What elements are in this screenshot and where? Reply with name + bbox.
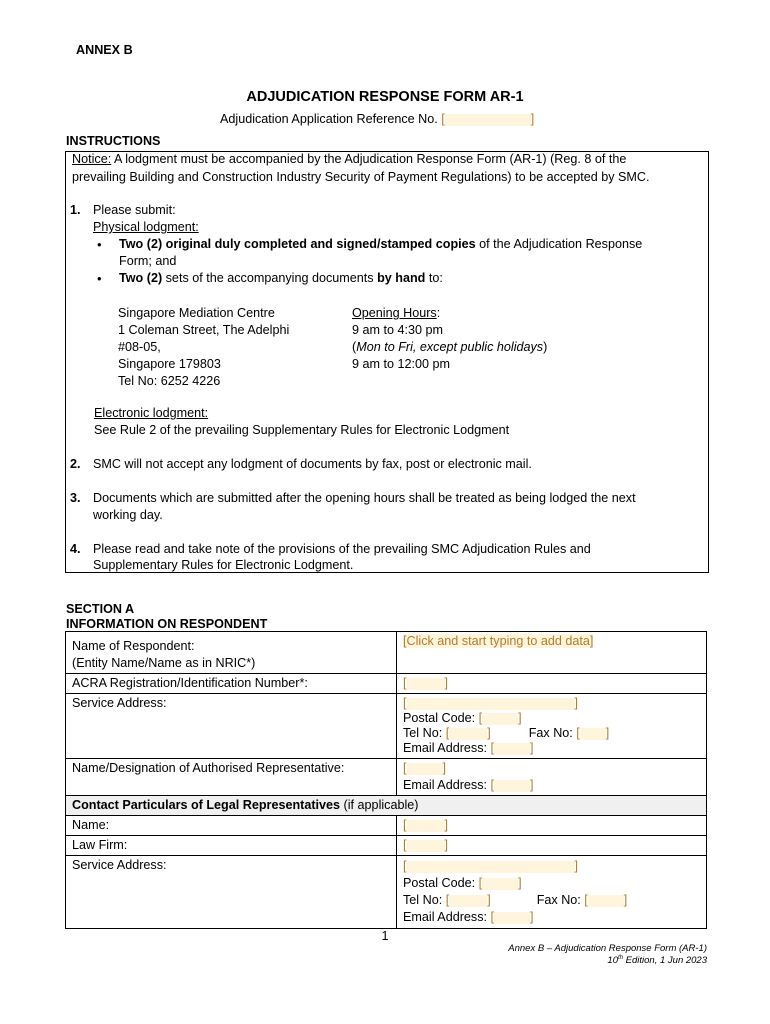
hours-note-open: ( [352,340,357,354]
electronic-lodgment-label: Electronic lodgment: [94,406,209,420]
lr-name-label: Name: [66,816,397,836]
lr-name-input[interactable] [407,820,445,832]
reference-input[interactable] [445,114,531,126]
tel-fax-row [403,726,700,741]
email-row [403,741,700,756]
instructions-heading: INSTRUCTIONS [66,134,161,148]
notice-line-1 [72,152,626,166]
bracket-open: [ [576,726,580,740]
opening-hours-label: Opening Hours [352,306,437,320]
lr-tel-fax-row [403,892,700,909]
reference-label: Adjudication Application Reference No. [220,112,438,126]
address-line: Tel No: 6252 4226 [118,374,221,388]
service-address-label: Service Address: [66,694,397,759]
bracket-open: [ [490,778,494,792]
respondent-name-cell [397,632,707,674]
bracket-open: [ [403,696,407,710]
table-row [66,856,707,929]
authorised-rep-row [403,761,700,776]
bracket-close: ] [530,741,534,755]
respondent-name-input[interactable]: [Click and start typing to add data] [403,634,594,648]
bullet-2-end: to: [425,271,443,285]
bracket-open: [ [403,676,407,690]
item-3-line-1: Documents which are submitted after the opening hours shall be treated as being lodged the next [93,491,636,505]
electronic-lodgment-text: See Rule 2 of the prevailing Supplementary Rules for Electronic Lodgment [94,423,510,437]
bracket-close: ] [442,761,446,775]
table-row [66,632,707,674]
bracket-open: [ [403,859,407,873]
address-line: #08-05, [118,340,161,354]
respondent-name-sublabel: (Entity Name/Name as in NRIC*) [72,656,256,670]
postal-code-row [403,711,700,726]
bracket-open: [ [403,818,407,832]
annex-label: ANNEX B [76,43,133,57]
item-4-line-1: Please read and take note of the provisions of the prevailing SMC Adjudication Rules and [93,542,591,556]
bracket-close: ] [444,676,448,690]
table-row [66,759,707,796]
table-row [66,674,707,694]
bracket-close: ] [487,893,491,907]
hours-note-close: ) [543,340,548,354]
bracket-open: [ [490,741,494,755]
bracket-close: ] [574,696,578,710]
bracket-close: ] [605,726,610,740]
email-input[interactable] [494,743,530,755]
fax-input[interactable] [580,728,606,740]
tel-label: Tel No: [403,893,443,907]
respondent-name-label-cell [66,632,397,674]
service-address-input[interactable] [407,698,575,710]
edition-suffix: th [618,955,624,961]
postal-code-input[interactable] [482,713,518,725]
item-3-number: 3. [70,491,81,505]
bullet-2-mid: sets of the accompanying documents [162,271,378,285]
bracket-close: ] [444,818,448,832]
edition-date: Edition, 1 Jun 2023 [623,955,707,967]
reference-line [220,112,534,126]
lr-postal-code-input[interactable] [482,878,518,890]
table-row [66,816,707,836]
service-address-cell [397,694,707,759]
tel-input[interactable] [449,728,487,740]
service-address-row [403,696,700,711]
item-2-text: SMC will not accept any lodgment of documents by fax, post or electronic mail. [93,457,532,471]
bracket-close: ] [518,876,522,890]
bracket-open: [ [403,761,407,775]
fax-label: Fax No: [536,893,581,907]
smc-address [118,305,289,390]
item-3-line-2: working day. [93,508,163,522]
contact-heading-cell [66,796,707,816]
table-row [66,694,707,759]
respondent-name-label: Name of Respondent: [72,639,195,653]
authorised-rep-email-row [403,778,700,793]
acra-input[interactable] [407,678,445,690]
hours-note-italic: Mon to Fri, except public holidays [356,340,544,354]
authorised-rep-label: Name/Designation of Authorised Representative: [66,759,397,796]
bracket-close: ] [444,838,448,852]
hours-weekday: 9 am to 4:30 pm [352,323,444,337]
respondent-table [65,631,707,929]
law-firm-cell [397,836,707,856]
email-label: Email Address: [403,741,487,755]
law-firm-input[interactable] [407,840,445,852]
bullet-2-bold-1: Two (2) [119,271,163,285]
authorised-rep-cell [397,759,707,796]
bracket-open: [ [478,876,483,890]
edition-number: 10 [607,955,618,967]
email-label: Email Address: [403,778,487,792]
table-row [66,836,707,856]
opening-hours-colon: : [436,306,441,320]
item-1-text: Please submit: [93,203,176,217]
address-line: Singapore 179803 [118,357,221,371]
address-line: 1 Coleman Street, The Adelphi [118,323,290,337]
reference-open: [ [441,112,445,126]
fax-label: Fax No: [528,726,573,740]
lr-tel-input[interactable] [449,895,487,907]
bracket-open: [ [445,726,450,740]
physical-lodgment-label: Physical lodgment: [93,220,199,234]
bullet-2 [119,271,443,285]
bracket-open: [ [403,838,407,852]
bullet-1-line-2: Form; and [119,254,177,268]
bullet-1 [119,237,642,251]
notice-label: Notice: [72,152,112,166]
bracket-close: ] [487,726,491,740]
law-firm-label: Law Firm: [66,836,397,856]
postal-code-label: Postal Code: [403,876,476,890]
lr-service-address-label: Service Address: [66,856,397,929]
opening-hours-heading [352,305,547,322]
lr-email-row [403,909,700,926]
page-number: 1 [381,929,389,943]
bracket-open: [ [584,893,588,907]
hours-saturday: 9 am to 12:00 pm [352,357,451,371]
lr-service-address-row [403,858,700,875]
email-label: Email Address: [403,910,487,924]
authorised-rep-input[interactable] [407,763,443,775]
item-4-line-2: Supplementary Rules for Electronic Lodgment. [93,558,354,572]
item-4-number: 4. [70,542,81,556]
opening-hours [352,305,547,373]
lr-name-cell [397,816,707,836]
contact-heading-suffix: (if applicable) [340,798,419,812]
tel-label: Tel No: [403,726,443,740]
bullet-1-bold: Two (2) original duly completed and signed/stamped copies [119,237,476,251]
bracket-open: [ [490,910,494,924]
footer-edition [607,955,707,966]
bracket-close: ] [623,893,628,907]
lr-service-address-cell [397,856,707,929]
authorised-rep-email-input[interactable] [494,780,530,792]
item-1-number: 1. [70,203,81,217]
bullet-2-bold-2: by hand [377,271,426,285]
lr-email-input[interactable] [494,912,530,924]
contact-heading: Contact Particulars of Legal Representatives [72,798,341,812]
notice-line-2: prevailing Building and Construction Industry Security of Payment Regulations) to be accepted by SMC. [72,170,650,184]
notice-text-1: A lodgment must be accompanied by the Adjudication Response Form (AR-1) (Reg. 8 of the [111,152,627,166]
bracket-open: [ [445,893,450,907]
bracket-close: ] [574,859,578,873]
bracket-open: [ [478,711,483,725]
bracket-close: ] [530,910,534,924]
lr-fax-input[interactable] [588,895,624,907]
bracket-close: ] [530,778,534,792]
acra-cell [397,674,707,694]
bracket-close: ] [518,711,522,725]
postal-code-label: Postal Code: [403,711,476,725]
section-a-title: SECTION A [66,602,135,616]
address-line: Singapore Mediation Centre [118,306,275,320]
hours-note [352,339,547,356]
bullet-1-rest: of the Adjudication Response [475,237,643,251]
reference-close: ] [530,112,535,126]
item-2-number: 2. [70,457,81,471]
lr-service-address-input[interactable] [407,861,575,873]
lr-postal-code-row [403,875,700,892]
acra-label: ACRA Registration/Identification Number*: [66,674,397,694]
form-title: ADJUDICATION RESPONSE FORM AR-1 [246,89,524,105]
footer-form-name: Annex B – Adjudication Response Form (AR-1) [508,943,707,954]
table-row [66,796,707,816]
section-a-subtitle: INFORMATION ON RESPONDENT [66,617,268,631]
